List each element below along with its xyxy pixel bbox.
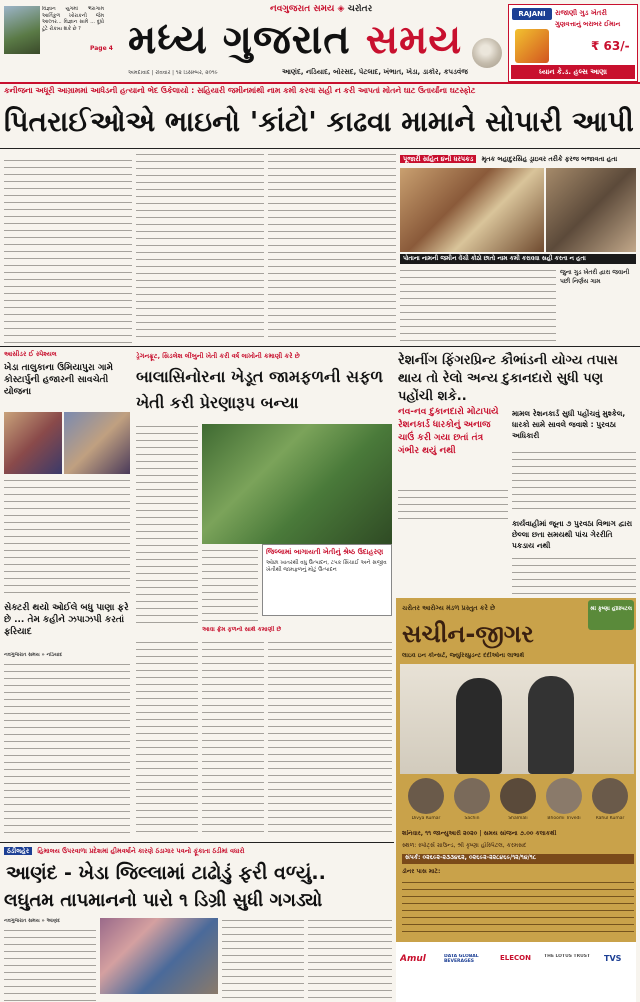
sponsor-1: Amul bbox=[400, 954, 426, 964]
lead-body-col-1 bbox=[4, 158, 132, 348]
rationing-subhead: નવ-નવ દુકાનદારો મોટાપાયે રેશનકાર્ડ ધારકોનું અનાજ ચાઉં કરી ગયા છતાં તંત્ર ગંભીર થયું નથી bbox=[398, 407, 499, 456]
left-story-1-photo bbox=[4, 412, 62, 474]
event-venue: સ્થળ: સ્પોર્ટ્સ ગ્રાઉન્ડ, શ્રી કૃષ્ણા હૉસ્પિટલ, કરમસદ bbox=[402, 842, 527, 849]
masthead-brand-row: નવગુજરાત સમય ◈ ચરોતર bbox=[270, 4, 373, 14]
event-hospital: શ્રી કૃષ્ણા હૉસ્પિટલ bbox=[590, 606, 632, 612]
cold-body-col-2 bbox=[222, 918, 304, 1002]
event-pass-label: ડોનર પાસ માટે: bbox=[402, 868, 441, 875]
singer-2 bbox=[454, 778, 490, 814]
artist-photo bbox=[400, 664, 634, 774]
event-presenter: ચરોતર આરોગ્ય મંડળ પ્રસ્તુત કરે છે bbox=[402, 604, 496, 612]
singer-5 bbox=[592, 778, 628, 814]
left-story-2-body bbox=[4, 662, 130, 838]
feature-body-col-3 bbox=[136, 640, 198, 838]
side-brief-2: કાર્યવાહીમાં જૂના ૭ પુરવઠા વિભાગ દ્વારા છેલ્લા છતા સમયથી પાંચ ગેરરીતિ પકડાય નથી bbox=[512, 519, 633, 550]
feature-kicker: ડ્રેગનફ્રૂટ, સિડલેશ લીંબુની ખેતી કરી વર્ષ લાખોની કમાણી કરે છે bbox=[136, 352, 300, 360]
feature-body-col-5 bbox=[268, 640, 392, 838]
side-brief-2-body bbox=[512, 556, 636, 594]
event-details: શનિવાર, ૧૧ જાન્યુઆરી ૨૦૨૦ | સમય સાંજના ૭.૦૦ કલાકથી bbox=[402, 830, 557, 837]
victim-label: મૃતક બહાદુરસિંહ ડ્રાઇવર તરીકે ફરજ બજાવતા હતા bbox=[481, 155, 618, 163]
feature-body-col-2 bbox=[202, 548, 258, 626]
section-label: આસીડર ઈ સ્પેશ્યલ bbox=[4, 350, 57, 358]
side-brief-1: મામલ રેશનકાર્ડ સુધી પહોંચવું મુશ્કેલ, ધારકો સામે સાવલે જવાશે : પુરવઠા અધિકારી bbox=[512, 409, 626, 440]
brand-name: નવગુજરાત સમય bbox=[270, 4, 335, 14]
singer-name-5: Rahul Kumar bbox=[595, 816, 625, 821]
singer-name-4: Bhoomi Trivedi bbox=[547, 816, 581, 821]
cold-byline: નવગુજરાત સમય » આણંદ bbox=[4, 918, 60, 924]
sponsor-2: DATA GLOBAL BEVERAGES bbox=[444, 954, 479, 964]
lead-body-col-4 bbox=[400, 268, 556, 342]
lead-kicker: કનીજના અધૂરી આગ્રામમાં આધેડની હત્યાનો ભેદ ઉકેલાયો : સહિયારી જમીનમાંથી નામ કમી કરવા સહી ન કરી આપતાં મોતને ઘાટ ઉતાર્યાંના ઘટસ્ફોટ bbox=[4, 86, 476, 95]
title-part-1: મધ્ય ગુજરાત bbox=[128, 17, 351, 63]
feature-headline: બાલાસિનોરના ખેડૂત જામફળની સફળ ખેતી કરી પ્રેરણારૂપ બન્યા bbox=[136, 367, 383, 412]
cold-rule bbox=[0, 842, 394, 843]
spice-pack-image bbox=[515, 29, 549, 63]
singer-3 bbox=[500, 778, 536, 814]
lead-body-col-2 bbox=[136, 152, 264, 342]
cold-kicker-row bbox=[4, 845, 392, 857]
cold-headline-1: આણંદ - ખેડા જિલ્લામાં ટાઢોડું ફરી વળ્યું.. bbox=[6, 862, 326, 884]
cold-photo bbox=[100, 918, 218, 994]
masthead-title bbox=[128, 16, 478, 66]
dateline: અમદાવાદ | રવિવાર | ૧૨ ડિસેમ્બર, ૨૦૧૯ bbox=[128, 70, 218, 76]
singer-name-1: Divya Kumar bbox=[411, 816, 441, 821]
singer-4 bbox=[546, 778, 582, 814]
left-story-2-headline: સેક્ટરી થયો ઓઈલે બધુ પાણા ફરે છે ... તેમ કહીને ઝપાઝપી કરતાં ફરિયાદ bbox=[4, 603, 129, 637]
event-pass-list bbox=[402, 880, 634, 938]
ad-rajani[interactable] bbox=[508, 4, 638, 82]
side-brief-1-body bbox=[512, 450, 636, 514]
event-title: સચીન-જીગર bbox=[402, 620, 534, 648]
cold-kicker: હિમાલય ઉપરવાળા પ્રદેશમાં હીમવર્ષાને કારણે ઠંડાગાર પવનો ફૂંકાતા ઠંડીમાં વધારો bbox=[37, 847, 245, 855]
sponsor-4: THE LOTUS TRUST bbox=[544, 954, 591, 959]
lion-logo bbox=[472, 38, 502, 68]
left-story-1-photo-2 bbox=[64, 412, 130, 474]
sponsor-strip bbox=[396, 942, 636, 1002]
inset-box bbox=[262, 544, 392, 616]
title-part-2: સમય bbox=[365, 17, 463, 63]
district-list: આણંદ, નડિયાદ, બોરસદ, પેટલાદ, ખંભાત, ખેડા, ડાકોર, કપડવંજ bbox=[282, 68, 468, 76]
arrest-label: પૂજારી સહિત ૪ની ધરપકડ bbox=[400, 155, 476, 163]
event-contact: સંપર્ક: ૦૨૬૯૨-૨૩૩૪૬૨, ૦૨૬૯૨-૨૨૮૪૬૯/૧૨/૧૪/૧૮ bbox=[402, 854, 634, 864]
feature-body-col-4 bbox=[202, 640, 264, 838]
sponsor-3: ELECON bbox=[500, 954, 531, 962]
sponsor-5: TVS bbox=[604, 954, 622, 963]
ad-rajani-footer: ધ્યાન કે.ડ. હલ્સ આણા bbox=[511, 65, 635, 79]
cold-body-col-3 bbox=[308, 918, 392, 1002]
edition-name: ચરોતર bbox=[347, 4, 373, 14]
lead-photo-caption: પોતાના નામની જમીન વેંચી કોઠો છાતો નામ કમી કરાવવા સહી કરતા ન હતા bbox=[400, 254, 636, 264]
ferry-callout: જુના ગુડ ખેતરી દ્વારા જવાની પછી નિર્ણય ગામ bbox=[560, 269, 630, 285]
lead-headline: પિતરાઈઓએ ભાઇનો 'કાંટો' કાઢવા મામાને સોપારી આપી bbox=[4, 105, 634, 138]
ad-rajani-price: ₹ 63/- bbox=[591, 39, 630, 53]
ad-rajani-line1: રાજાણી ગુડ ખેતરી bbox=[555, 9, 607, 17]
feature-body-col-1 bbox=[136, 424, 198, 626]
section-rule bbox=[0, 346, 640, 347]
ad-rajani-line2: ગુણવત્તાનું બરાબર ઈમાન bbox=[555, 20, 621, 28]
lead-rule bbox=[0, 148, 640, 149]
inset-title: જિલ્લામાં બાગાયતી ખેતીનું શ્રેષ્ઠ ઉદાહરણ bbox=[266, 548, 384, 556]
singer-name-3: Shalmali bbox=[508, 816, 528, 821]
ad-rajani-brand: RAJANI bbox=[512, 8, 552, 20]
left-story-1-body bbox=[4, 478, 130, 598]
cold-headline-2: લઘુતમ તાપમાનનો પારો ૧ ડિગ્રી સુધી ગગડ્યો bbox=[4, 890, 323, 911]
masthead-rule bbox=[0, 82, 640, 84]
cold-body-col-1 bbox=[4, 928, 96, 1002]
teaser-photo bbox=[4, 6, 40, 54]
inset-text: ઓછા ખાતરથી વધુ ઉત્પાદન, ટપક સિંચાઈ અને સજીવ ખેતીથી જામફળનું મોટું ઉત્પાદન bbox=[266, 560, 387, 573]
feature-photo bbox=[202, 424, 392, 544]
left-story-1-headline: ખેડા તાલુકાના ઉમિયાપુરા ગામે કોસ્ટાર્પુની હજારની સાવચેતી યોજના bbox=[4, 363, 113, 397]
rationing-body-col-1 bbox=[398, 488, 508, 524]
lead-photo-2 bbox=[546, 168, 636, 252]
side-strip bbox=[400, 152, 636, 166]
teaser-text: વિજ્ઞાન યુગમાં ભૈરાગામ આર્તિકુળ ખોરાકની જેમ આલ્તર... વિજ્ઞાન સામે ... દૂધો ટૂટે રોકાય શકે છે ? bbox=[42, 6, 104, 32]
singer-row bbox=[400, 776, 634, 826]
lead-body-col-3 bbox=[268, 152, 396, 342]
singer-1 bbox=[408, 778, 444, 814]
cold-kicker-label: ઠંડીલહેર bbox=[4, 847, 32, 855]
left-byline: નવગુજરાત સમય » નડિયાદ bbox=[4, 652, 63, 658]
rationing-headline: રેશનીંગ ફિંગરપ્રિન્ટ કૌભાંડની યોગ્ય તપાસ થાય તો રેલો અન્ય દુકાનદારો સુધી પણ પહોંચી શકે.. bbox=[398, 353, 618, 404]
event-subtitle: લાઇવ ઇન કોન્સર્ટ, જ્યુરિસ્પ્રુડન્ટ દર્દીઓના લાભાર્થે bbox=[402, 652, 525, 659]
teaser-page[interactable]: Page 4 bbox=[90, 45, 113, 52]
lead-photo bbox=[400, 168, 544, 252]
feature-caption: આવા ફ્રેમ ફળનો સાથે કમાણી છે bbox=[202, 626, 282, 633]
singer-name-2: Sachin bbox=[464, 816, 480, 821]
